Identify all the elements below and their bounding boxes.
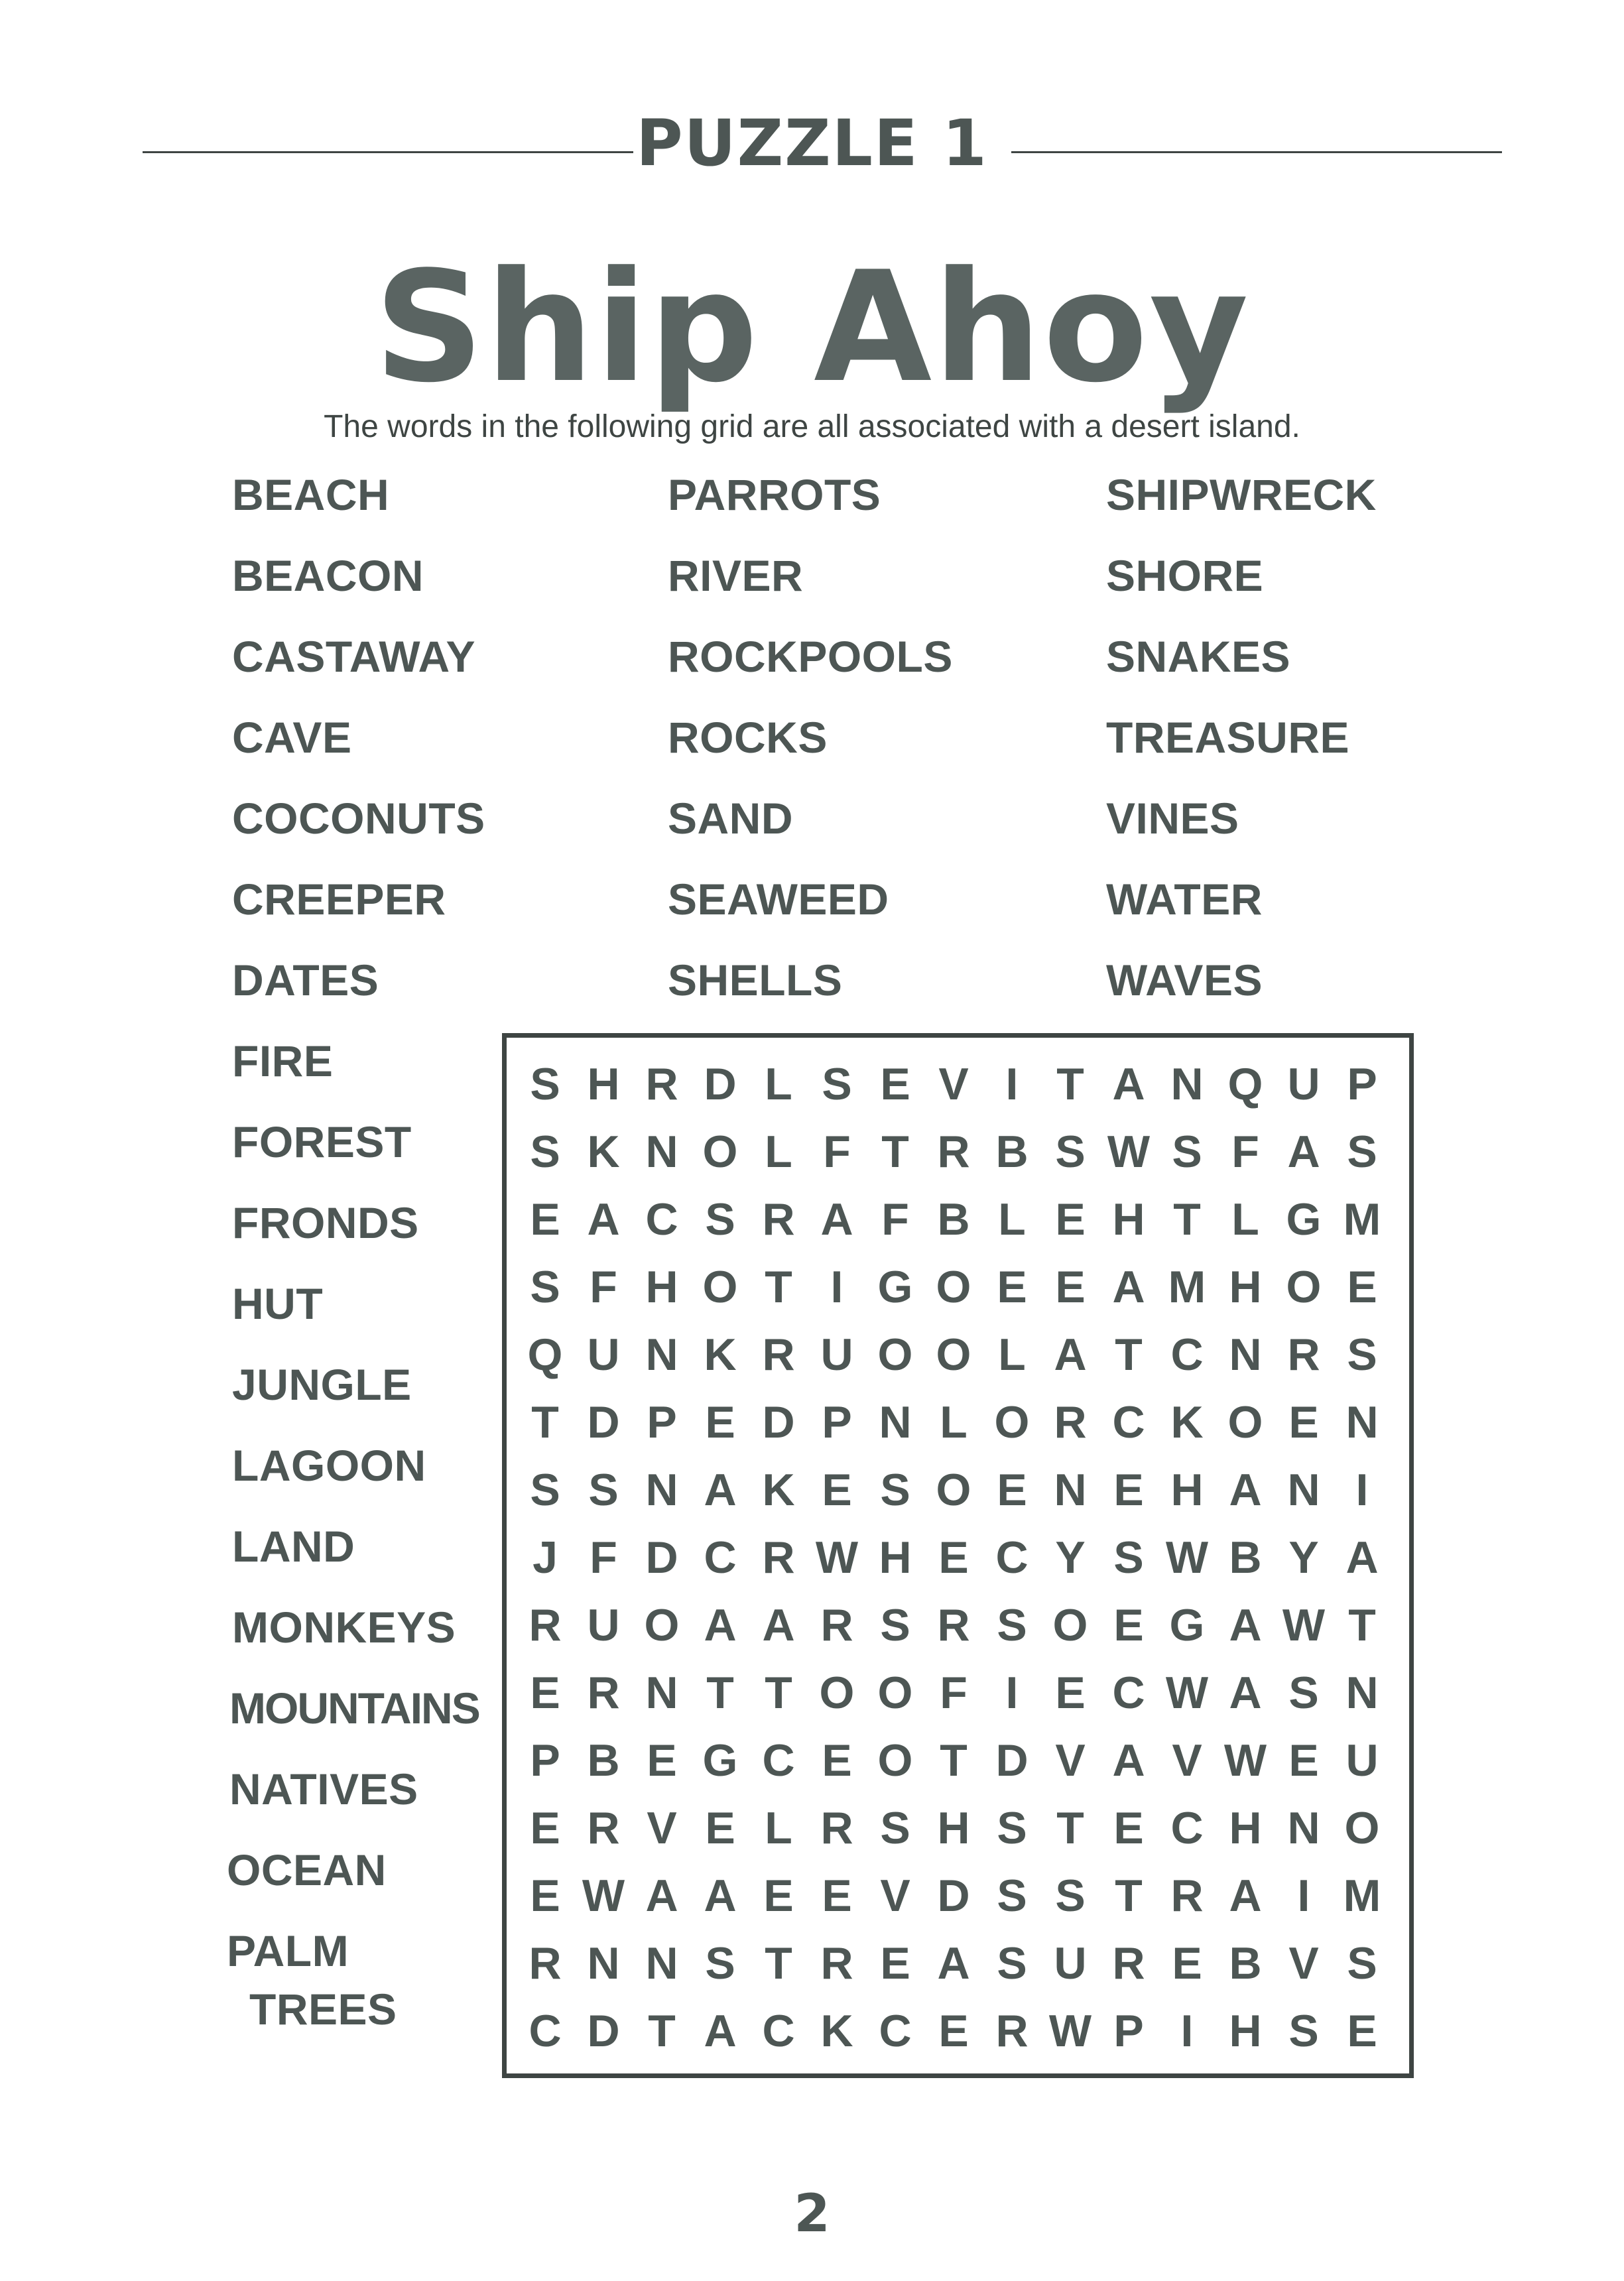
grid-letter: R xyxy=(820,1938,853,1989)
grid-letter: H xyxy=(1229,2006,1262,2056)
grid-letter: E xyxy=(530,1803,560,1853)
grid-letter: E xyxy=(647,1735,677,1786)
grid-letter: V xyxy=(938,1059,969,1109)
grid-letter: E xyxy=(880,1059,910,1109)
grid-letter: G xyxy=(1169,1600,1205,1650)
grid-letter: F xyxy=(940,1668,968,1718)
page-number: 2 xyxy=(794,2184,830,2244)
grid-letter: N xyxy=(1345,1397,1379,1448)
word-list-item: LAND xyxy=(232,1522,355,1571)
word-list-item: JUNGLE xyxy=(232,1360,412,1409)
grid-letter: K xyxy=(704,1329,737,1380)
grid-letter: O xyxy=(994,1397,1030,1448)
grid-letter: H xyxy=(587,1059,620,1109)
grid-letter: B xyxy=(995,1127,1029,1177)
grid-letter: V xyxy=(647,1803,677,1853)
grid-letter: F xyxy=(590,1262,617,1312)
grid-letter: S xyxy=(530,1059,560,1109)
grid-letter: R xyxy=(820,1600,853,1650)
word-list-item: NATIVES xyxy=(229,1764,418,1814)
grid-letter: L xyxy=(998,1194,1026,1245)
grid-letter: A xyxy=(1287,1127,1320,1177)
grid-letter: S xyxy=(1288,2006,1319,2056)
grid-letter: M xyxy=(1343,1194,1381,1245)
grid-letter: V xyxy=(1288,1938,1319,1989)
grid-letter: S xyxy=(997,1938,1027,1989)
grid-letter: H xyxy=(1170,1465,1204,1515)
grid-letter: A xyxy=(1229,1465,1262,1515)
grid-letter: B xyxy=(587,1735,620,1786)
grid-letter: A xyxy=(1229,1600,1262,1650)
word-list-item: VINES xyxy=(1106,794,1239,843)
grid-letter: S xyxy=(997,1803,1027,1853)
grid-letter: T xyxy=(648,2006,676,2056)
word-list-item: FIRE xyxy=(232,1036,334,1085)
grid-letter: P xyxy=(822,1397,852,1448)
grid-letter: L xyxy=(765,1059,792,1109)
grid-letter: Q xyxy=(1227,1059,1263,1109)
word-list-item: ROCKPOOLS xyxy=(668,632,953,681)
grid-letter: B xyxy=(1229,1532,1262,1583)
puzzle-label: PUZZLE 1 xyxy=(636,106,988,180)
grid-letter: N xyxy=(645,1127,678,1177)
grid-letter: V xyxy=(1172,1735,1202,1786)
grid-letter: D xyxy=(937,1871,970,1921)
grid-letter: E xyxy=(938,2006,969,2056)
grid-letter: I xyxy=(830,1262,843,1312)
grid-letter: S xyxy=(880,1803,910,1853)
grid-letter: C xyxy=(762,1735,795,1786)
grid-letter: N xyxy=(645,1465,678,1515)
grid-letter: S xyxy=(588,1465,619,1515)
grid-letter: N xyxy=(1287,1465,1320,1515)
grid-letter: T xyxy=(1173,1194,1201,1245)
grid-letter: R xyxy=(762,1532,795,1583)
puzzle-title: Ship Ahoy xyxy=(374,239,1250,416)
grid-letter: L xyxy=(1231,1194,1259,1245)
grid-letter: C xyxy=(704,1532,737,1583)
grid-letter: R xyxy=(1170,1871,1204,1921)
grid-letter: A xyxy=(704,1871,737,1921)
grid-letter: A xyxy=(820,1194,853,1245)
word-list-item: SAND xyxy=(668,794,794,843)
grid-letter: E xyxy=(1113,1803,1144,1853)
grid-letter: R xyxy=(820,1803,853,1853)
grid-letter: A xyxy=(704,1465,737,1515)
word-list-item: SEAWEED xyxy=(668,875,889,924)
word-list-item: CREEPER xyxy=(232,875,446,924)
grid-letter: H xyxy=(1229,1803,1262,1853)
grid-letter: V xyxy=(1055,1735,1086,1786)
grid-letter: C xyxy=(762,2006,795,2056)
grid-letter: G xyxy=(1286,1194,1322,1245)
grid-letter: C xyxy=(1170,1803,1204,1853)
grid-letter: S xyxy=(880,1600,910,1650)
grid-letter: N xyxy=(645,1329,678,1380)
grid-letter: R xyxy=(937,1127,970,1177)
word-list-item: BEACON xyxy=(232,551,424,600)
word-list-item: BEACH xyxy=(232,470,390,519)
grid-letter: K xyxy=(762,1465,795,1515)
grid-letter: N xyxy=(645,1938,678,1989)
grid-letter: W xyxy=(1048,2006,1092,2056)
grid-letter: I xyxy=(1355,1465,1369,1515)
grid-letter: W xyxy=(815,1532,859,1583)
word-list-item: WAVES xyxy=(1106,956,1263,1005)
grid-letter: P xyxy=(1347,1059,1377,1109)
grid-letter: U xyxy=(1287,1059,1320,1109)
grid-letter: O xyxy=(1286,1262,1322,1312)
grid-letter: N xyxy=(1345,1668,1379,1718)
grid-letter: R xyxy=(995,2006,1029,2056)
grid-letter: A xyxy=(704,1600,737,1650)
grid-letter: S xyxy=(530,1262,560,1312)
grid-letter: H xyxy=(1229,1262,1262,1312)
word-list-item: COCONUTS xyxy=(232,794,485,843)
grid-letter: S xyxy=(1347,1127,1377,1177)
grid-letter: O xyxy=(877,1329,913,1380)
grid-letter: C xyxy=(1112,1397,1145,1448)
grid-letter: A xyxy=(1345,1532,1379,1583)
grid-letter: S xyxy=(1113,1532,1144,1583)
grid-letter: F xyxy=(590,1532,617,1583)
grid-letter: O xyxy=(1227,1397,1263,1448)
word-list-item: TREASURE xyxy=(1106,713,1350,762)
grid-letter: R xyxy=(937,1600,970,1650)
grid-letter: T xyxy=(765,1668,792,1718)
grid-letter: R xyxy=(529,1938,562,1989)
grid-letter: H xyxy=(1112,1194,1145,1245)
grid-letter: T xyxy=(881,1127,909,1177)
word-list-item: LAGOON xyxy=(232,1441,426,1490)
grid-letter: R xyxy=(529,1600,562,1650)
grid-letter: H xyxy=(937,1803,970,1853)
word-list-item: SHORE xyxy=(1106,551,1264,600)
grid-letter: C xyxy=(645,1194,678,1245)
grid-letter: O xyxy=(936,1329,971,1380)
grid-letter: W xyxy=(1282,1600,1326,1650)
grid-letter: S xyxy=(1347,1329,1377,1380)
grid-letter: B xyxy=(937,1194,970,1245)
grid-letter: O xyxy=(1344,1803,1380,1853)
grid-letter: A xyxy=(704,2006,737,2056)
grid-letter: T xyxy=(765,1938,792,1989)
grid-letter: D xyxy=(762,1397,795,1448)
grid-letter: S xyxy=(997,1600,1027,1650)
grid-letter: R xyxy=(645,1059,678,1109)
grid-letter: P xyxy=(647,1397,677,1448)
grid-letter: A xyxy=(1112,1735,1145,1786)
grid-letter: S xyxy=(705,1194,735,1245)
grid-letter: F xyxy=(881,1194,909,1245)
grid-letter: U xyxy=(587,1329,620,1380)
grid-letter: L xyxy=(765,1127,792,1177)
grid-letter: T xyxy=(1115,1329,1143,1380)
grid-letter: E xyxy=(1055,1668,1086,1718)
grid-letter: E xyxy=(530,1194,560,1245)
word-list-item: SHIPWRECK xyxy=(1106,470,1377,519)
grid-letter: T xyxy=(1115,1871,1143,1921)
grid-letter: F xyxy=(823,1127,851,1177)
grid-letter: S xyxy=(530,1465,560,1515)
grid-letter: B xyxy=(1229,1938,1262,1989)
grid-letter: S xyxy=(997,1871,1027,1921)
word-list-item: SHELLS xyxy=(668,956,843,1005)
grid-letter: E xyxy=(1288,1397,1319,1448)
grid-letter: A xyxy=(1229,1668,1262,1718)
grid-letter: S xyxy=(1055,1871,1086,1921)
header-rule-right xyxy=(1011,151,1502,153)
instructions: The words in the following grid are all associated with a desert island. xyxy=(324,409,1300,444)
grid-letter: O xyxy=(936,1465,971,1515)
grid-letter: T xyxy=(531,1397,559,1448)
word-list-item: WATER xyxy=(1106,875,1263,924)
grid-letter: K xyxy=(1170,1397,1204,1448)
grid-letter: E xyxy=(705,1803,735,1853)
grid-letter: U xyxy=(587,1600,620,1650)
grid-letter: A xyxy=(762,1600,795,1650)
grid-letter: N xyxy=(1054,1465,1087,1515)
grid-letter: N xyxy=(1170,1059,1204,1109)
grid-letter: A xyxy=(1112,1262,1145,1312)
word-search-grid xyxy=(502,1033,1414,2078)
grid-letter: H xyxy=(879,1532,912,1583)
word-list-item: RIVER xyxy=(668,551,804,600)
grid-letter: E xyxy=(1113,1600,1144,1650)
grid-letter: W xyxy=(1107,1127,1151,1177)
grid-letter: D xyxy=(645,1532,678,1583)
grid-letter: E xyxy=(763,1871,794,1921)
grid-letter: T xyxy=(1056,1803,1084,1853)
grid-letter: M xyxy=(1343,1871,1381,1921)
grid-letter: R xyxy=(762,1329,795,1380)
word-list-item: CAVE xyxy=(232,713,352,762)
word-list-item: FOREST xyxy=(232,1117,412,1166)
grid-letter: G xyxy=(702,1735,738,1786)
grid-letter: K xyxy=(820,2006,853,2056)
grid-letter: E xyxy=(822,1465,852,1515)
grid-letter: E xyxy=(705,1397,735,1448)
grid-letter: A xyxy=(1054,1329,1087,1380)
grid-letter: I xyxy=(1180,2006,1194,2056)
grid-letter: D xyxy=(995,1735,1029,1786)
grid-letter: C xyxy=(995,1532,1029,1583)
grid-letter: R xyxy=(587,1803,620,1853)
word-list-item: DATES xyxy=(232,956,379,1005)
grid-letter: C xyxy=(879,2006,912,2056)
grid-letter: N xyxy=(587,1938,620,1989)
grid-letter: L xyxy=(998,1329,1026,1380)
grid-letter: Y xyxy=(1055,1532,1086,1583)
grid-letter: D xyxy=(587,1397,620,1448)
grid-letter: S xyxy=(822,1059,852,1109)
grid-letter: C xyxy=(1170,1329,1204,1380)
grid-letter: J xyxy=(532,1532,558,1583)
grid-letter: H xyxy=(645,1262,678,1312)
grid-letter: P xyxy=(530,1735,560,1786)
grid-letter: R xyxy=(762,1194,795,1245)
grid-letter: R xyxy=(1287,1329,1320,1380)
grid-letter: E xyxy=(1288,1735,1319,1786)
grid-letter: A xyxy=(937,1938,970,1989)
grid-letter: W xyxy=(1223,1735,1267,1786)
grid-letter: P xyxy=(1113,2006,1144,2056)
grid-letter: C xyxy=(1112,1668,1145,1718)
word-list-item: FRONDS xyxy=(232,1198,419,1247)
grid-letter: W xyxy=(582,1871,625,1921)
grid-letter: T xyxy=(940,1735,968,1786)
grid-letter: N xyxy=(1287,1803,1320,1853)
grid-letter: A xyxy=(1229,1871,1262,1921)
grid-letter: E xyxy=(997,1465,1027,1515)
word-list-item: HUT xyxy=(232,1279,324,1328)
grid-letter: I xyxy=(1005,1668,1019,1718)
grid-letter: R xyxy=(1054,1397,1087,1448)
grid-letter: T xyxy=(1056,1059,1084,1109)
grid-letter: O xyxy=(877,1668,913,1718)
word-list-item: OCEAN xyxy=(227,1845,387,1894)
grid-letter: U xyxy=(820,1329,853,1380)
grid-letter: S xyxy=(1172,1127,1202,1177)
grid-letter: E xyxy=(1113,1465,1144,1515)
grid-letter: E xyxy=(1055,1262,1086,1312)
grid-letter: E xyxy=(530,1668,560,1718)
grid-letter: E xyxy=(1172,1938,1202,1989)
grid-letter: E xyxy=(822,1871,852,1921)
word-list-item: CASTAWAY xyxy=(232,632,476,681)
grid-letter: O xyxy=(819,1668,855,1718)
grid-letter: S xyxy=(880,1465,910,1515)
grid-letter: R xyxy=(587,1668,620,1718)
grid-letter: O xyxy=(702,1262,738,1312)
grid-letter: W xyxy=(1165,1668,1209,1718)
grid-letter: D xyxy=(587,2006,620,2056)
grid-letter: I xyxy=(1005,1059,1019,1109)
grid-letter: A xyxy=(1112,1059,1145,1109)
grid-letter: E xyxy=(997,1262,1027,1312)
grid-letter: W xyxy=(1165,1532,1209,1583)
grid-letter: I xyxy=(1297,1871,1310,1921)
grid-letter: Y xyxy=(1288,1532,1319,1583)
grid-letter: O xyxy=(936,1262,971,1312)
grid-letter: S xyxy=(1347,1938,1377,1989)
word-list-item: PARROTS xyxy=(668,470,881,519)
grid-letter: U xyxy=(1054,1938,1087,1989)
word-list-item: ROCKS xyxy=(668,713,828,762)
grid-letter: R xyxy=(1112,1938,1145,1989)
grid-letter: L xyxy=(940,1397,968,1448)
grid-letter: O xyxy=(702,1127,738,1177)
grid-letter: E xyxy=(1347,2006,1377,2056)
word-list-item: MONKEYS xyxy=(232,1603,456,1652)
grid-letter: T xyxy=(706,1668,734,1718)
grid-letter: O xyxy=(1052,1600,1088,1650)
grid-letter: K xyxy=(587,1127,620,1177)
grid-letter: Q xyxy=(527,1329,563,1380)
grid-letter: O xyxy=(644,1600,680,1650)
grid-letter: G xyxy=(877,1262,913,1312)
grid-letter: N xyxy=(645,1668,678,1718)
word-list-item: PALM xyxy=(227,1926,349,1975)
grid-letter: O xyxy=(877,1735,913,1786)
grid-letter: S xyxy=(1288,1668,1319,1718)
grid-letter: D xyxy=(704,1059,737,1109)
word-list-item: SNAKES xyxy=(1106,632,1291,681)
grid-letter: S xyxy=(705,1938,735,1989)
grid-letter: E xyxy=(1347,1262,1377,1312)
grid-letter: E xyxy=(880,1938,910,1989)
word-list-item: MOUNTAINS xyxy=(229,1684,479,1733)
grid-letter: N xyxy=(879,1397,912,1448)
grid-letter: E xyxy=(1055,1194,1086,1245)
grid-letter: L xyxy=(765,1803,792,1853)
grid-letter: T xyxy=(765,1262,792,1312)
grid-letter: V xyxy=(880,1871,910,1921)
grid-letter: A xyxy=(587,1194,620,1245)
grid-letter: N xyxy=(1229,1329,1262,1380)
grid-letter: C xyxy=(529,2006,562,2056)
grid-letter: A xyxy=(645,1871,678,1921)
grid-letter: U xyxy=(1345,1735,1379,1786)
word-list-item: TREES xyxy=(249,1985,397,2034)
grid-letter: F xyxy=(1231,1127,1259,1177)
grid-letter: E xyxy=(938,1532,969,1583)
grid-letter: M xyxy=(1168,1262,1206,1312)
grid-letter: E xyxy=(530,1871,560,1921)
grid-letter: S xyxy=(1055,1127,1086,1177)
grid-letter: T xyxy=(1348,1600,1376,1650)
grid-letter: S xyxy=(530,1127,560,1177)
grid-letter: E xyxy=(822,1735,852,1786)
